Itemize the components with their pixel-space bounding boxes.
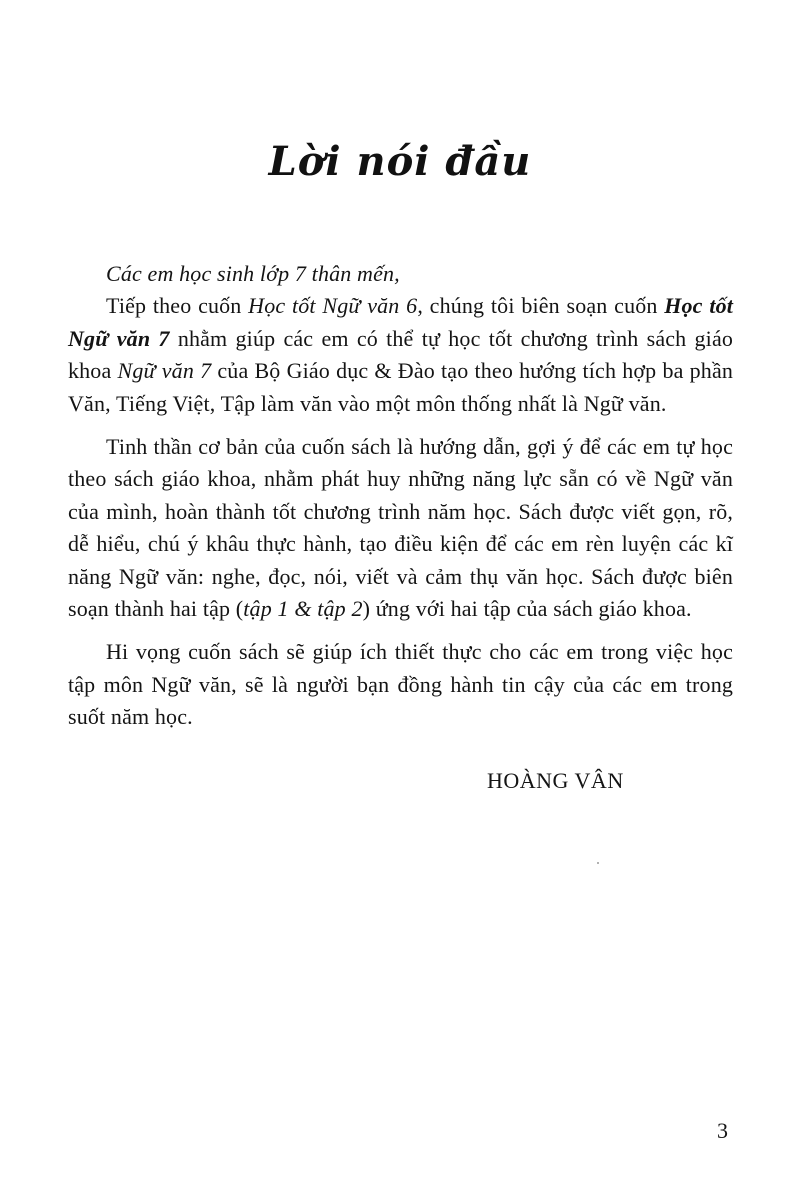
page-title: Lời nói đầu — [268, 138, 532, 185]
paragraph-2 — [68, 431, 733, 625]
page-number: 3 — [717, 1118, 728, 1143]
greeting-line: Các em học sinh lớp 7 thân mến, — [106, 261, 400, 286]
p1-text-c: , chúng tôi biên soạn cuốn — [417, 293, 665, 319]
p1-book-title-7: Học tốt Ngữ văn 7 — [68, 293, 733, 351]
p2-volume-2: tập 2 — [317, 596, 363, 622]
author-signature: HOÀNG VÂN — [487, 768, 624, 793]
paragraph-3: Hi vọng cuốn sách sẽ giúp ích thiết thực cho các em trong việc học tập môn Ngữ văn, sẽ là người bạn đồng hành tin cậy của các em trong suốt năm học. — [68, 639, 733, 730]
p2-ampersand: & — [288, 596, 318, 622]
p2-text-a: Tinh thần cơ bản của cuốn sách là hướng dẫn, gợi ý để các em tự học theo sách giáo khoa, nhằm phát huy những năng lực sẵn có về Ngữ văn của mình, hoàn thành tốt chương trình năm học. Sách được viết gọn, rõ, dễ hiểu, chú ý khâu thực hành, tạo điều kiện để các em rèn luyện các kĩ năng Ngữ văn: nghe, đọc, nói, viết và cảm thụ văn học. Sách được biên soạn thành hai tập ( — [68, 434, 733, 622]
p1-text-g: của Bộ Giáo dục & Đào tạo theo hướng tích hợp ba phần Văn, Tiếng Việt, Tập làm văn vào một môn thống nhất là Ngữ văn. — [68, 358, 734, 416]
paragraph-1 — [68, 290, 733, 420]
preface-body — [68, 258, 733, 734]
p2-volume-1: tập 1 — [243, 596, 289, 622]
p1-text-e: nhằm giúp các em có thể tự học tốt chương trình sách giáo khoa — [68, 325, 734, 384]
p2-text-e: ) ứng với hai tập của sách giáo khoa. — [362, 596, 692, 622]
p1-book-title-6: Học tốt Ngữ văn 6 — [248, 293, 418, 319]
p1-textbook-title: Ngữ văn 7 — [117, 358, 212, 384]
print-speck — [597, 862, 599, 864]
p1-text-a: Tiếp theo cuốn — [106, 293, 249, 319]
